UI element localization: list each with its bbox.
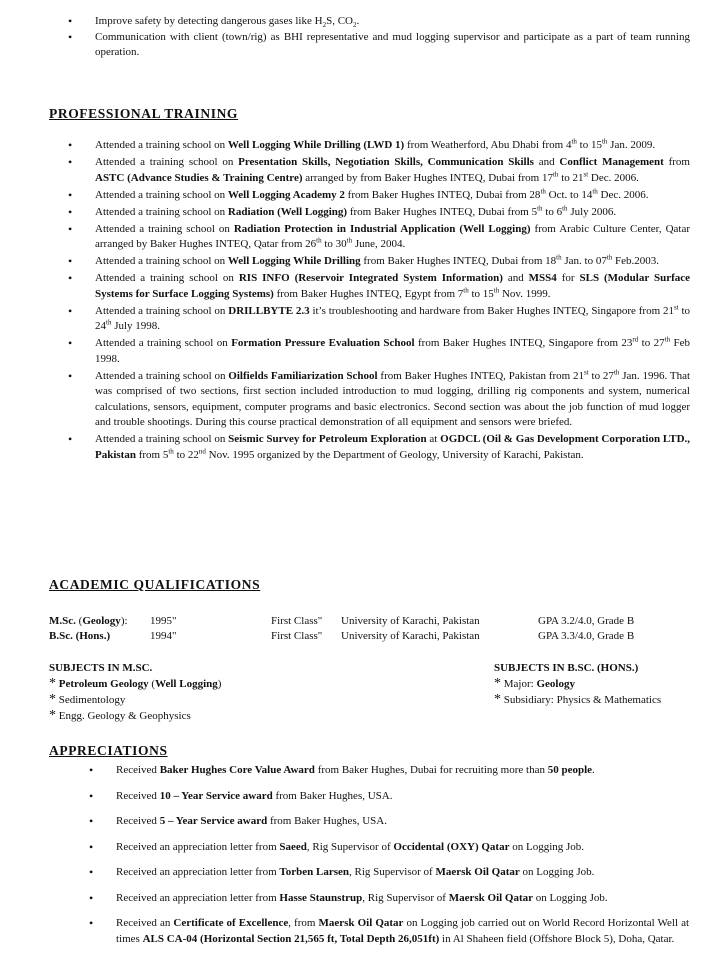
year: 1994": [150, 630, 177, 642]
text-run: .: [592, 764, 595, 776]
text-run: to 22: [173, 448, 199, 461]
bullet-icon: •: [68, 204, 73, 219]
text-run: Jan. 1996. That was comprised of two sections, first section included introduction to mud logging, drilling rig components and system, numerical calculations, sensors, equipment, computer programs and basic electronics. Second section was about the job function of mud logger and trouble shootings. During this course practical demonstration of all equipment and sensors were briefed.: [95, 369, 691, 428]
bold-text: Occidental (OXY) Qatar: [393, 840, 510, 853]
list-item: [68, 367, 691, 431]
text-run: Nov. 1999.: [499, 287, 551, 300]
text-run: to 27: [588, 369, 614, 382]
msc-subjects: [49, 660, 221, 724]
bullet-icon: •: [89, 916, 94, 930]
superscript: th: [601, 137, 608, 146]
list-item: [68, 29, 690, 61]
subject-item: [49, 708, 221, 724]
bold-text: Maersk Oil Qatar: [435, 866, 520, 878]
text-run: Attended a training school on: [95, 369, 229, 382]
bold-text: Certificate of Excellence: [173, 917, 289, 929]
bold-text: Petroleum Geology: [58, 678, 149, 690]
list-item: [89, 890, 689, 907]
bold-text: 5 – Year Service award: [159, 815, 268, 827]
text-run: Engg. Geology & Geophysics: [58, 710, 191, 722]
appreciations-list: [89, 763, 690, 957]
asterisk-icon: *: [494, 692, 501, 707]
text-run: ): [217, 678, 222, 690]
university: University of Karachi, Pakistan: [341, 615, 480, 627]
subject-item: [494, 676, 661, 692]
list-item: [68, 155, 690, 186]
text-run: Attended a training school on: [95, 188, 228, 201]
superscript: th: [493, 285, 500, 294]
text-run: from 5: [135, 448, 169, 461]
superscript: th: [606, 253, 613, 262]
text-run: Attended a training school on: [95, 337, 232, 349]
bold-text: Conflict Management: [559, 156, 664, 168]
bullet-icon: •: [68, 14, 73, 28]
text-run: from: [663, 156, 690, 168]
list-item: [89, 916, 690, 947]
bold-text: Well Logging Academy 2: [227, 188, 345, 201]
list-item: [89, 763, 689, 779]
superscript: th: [592, 186, 598, 195]
text-run: to 27: [638, 337, 665, 349]
list-item: [68, 271, 691, 302]
text-run: Received: [116, 764, 160, 776]
text-run: to 30: [321, 238, 347, 250]
superscript: rd: [632, 335, 639, 344]
bold-text: Maersk Oil Qatar: [318, 917, 404, 929]
text-run: at: [426, 433, 441, 445]
superscript: st: [584, 367, 589, 376]
asterisk-icon: *: [49, 692, 56, 707]
bold-text: Well Logging: [155, 678, 218, 690]
bullet-icon: •: [68, 155, 73, 169]
bold-text: Saeed: [279, 840, 307, 853]
bullet-icon: •: [89, 788, 94, 803]
text-run: from Baker Hughes INTEQ, Dubai from 28: [344, 188, 541, 201]
bold-text: MSS4: [528, 272, 557, 284]
gpa: GPA 3.2/4.0, Grade B: [538, 615, 635, 627]
bold-text: Presentation Skills, Negotiation Skills, Communication Skills: [238, 156, 534, 168]
text-run: Received: [116, 815, 160, 827]
superscript: th: [556, 253, 562, 262]
text-run: Feb.2003.: [612, 255, 660, 267]
bold-text: SLS (Modular Surface Systems for Surface Logging Systems): [95, 272, 691, 300]
bold-text: 10 – Year Service award: [159, 789, 273, 802]
text-run: Subsidiary: Physics & Mathematics: [503, 694, 662, 706]
text-run: (: [148, 678, 156, 690]
list-item: [89, 788, 689, 805]
subject-item: [494, 692, 661, 708]
bold-text: Maersk Oil Qatar: [448, 891, 534, 904]
text-run: to 24: [95, 304, 691, 332]
text-run: Sedimentology: [58, 694, 126, 706]
bold-text: Oilfields Familiarization School: [228, 369, 378, 382]
text-run: from Weatherford, Abu Dhabi from 4: [404, 139, 572, 151]
text-run: Jan. 2009.: [607, 139, 656, 151]
bold-text: Torben Larsen: [279, 866, 349, 878]
text-run: July 1998.: [111, 320, 161, 332]
text-run: Attended a training school on: [95, 433, 229, 445]
bold-text: Baker Hughes Core Value Award: [159, 764, 315, 776]
superscript: th: [316, 236, 322, 245]
list-item: [68, 203, 690, 221]
bold-text: Formation Pressure Evaluation School: [231, 337, 415, 349]
list-item: [89, 814, 689, 830]
degree: B.Sc. (Hons.): [49, 630, 111, 642]
list-item: [68, 14, 690, 30]
text-run: and: [533, 156, 560, 168]
text-run: Jan. to 07: [561, 255, 607, 267]
text-run: Improve safety by detecting dangerous gases like H: [95, 15, 323, 27]
text-run: , Rig Supervisor of: [362, 891, 449, 904]
superscript: st: [583, 169, 589, 178]
text-run: Attended a training school on: [95, 205, 228, 218]
bullet-icon: •: [68, 221, 73, 236]
text-run: Attended a training school on: [95, 272, 239, 284]
text-run: on Logging Job.: [533, 891, 608, 904]
superscript: th: [106, 318, 112, 327]
bullet-icon: •: [89, 839, 94, 854]
subscript: 2: [322, 21, 327, 30]
list-item: [89, 839, 689, 856]
text-run: Attended a training school on: [95, 255, 228, 267]
asterisk-icon: *: [49, 676, 56, 691]
superscript: nd: [198, 446, 206, 455]
text-run: Communication with client (town/rig) as BHI representative and mud logging supervisor and participate as a part of team running operation.: [95, 30, 690, 58]
text-run: Nov. 1995 organized by the Department of Geology, University of Karachi, Pakistan.: [205, 448, 584, 461]
text-run: from Baker Hughes INTEQ, Dubai from 5: [347, 205, 538, 218]
text-run: and: [502, 272, 529, 284]
text-run: arranged by from Baker Hughes INTEQ, Dubai from 17: [302, 171, 553, 184]
msc-subjects-heading: SUBJECTS IN M.SC.: [49, 662, 153, 674]
superscript: th: [346, 236, 353, 245]
superscript: th: [463, 285, 469, 294]
bold-text: ALS CA-04 (Horizontal Section 21,565 ft, Total Depth 26,051ft): [142, 932, 440, 945]
text-run: on Logging Job.: [509, 840, 585, 853]
bold-text: 50 people: [547, 764, 593, 776]
text-run: from Baker Hughes, USA.: [267, 815, 387, 827]
superscript: th: [571, 137, 577, 146]
superscript: th: [552, 169, 559, 178]
gpa: GPA 3.3/4.0, Grade B: [538, 630, 635, 642]
list-item: [68, 186, 690, 204]
bullet-icon: •: [89, 890, 94, 905]
text-run: July 2006.: [567, 205, 617, 218]
list-item: [68, 137, 690, 154]
text-run: , Rig Supervisor of: [306, 840, 394, 853]
bullet-icon: •: [68, 29, 73, 44]
class: First Class": [271, 630, 323, 642]
text-run: Received an: [116, 917, 174, 929]
appreciations-heading: APPRECIATIONS: [49, 743, 168, 758]
text-run: S, CO: [326, 15, 353, 27]
superscript: th: [168, 446, 174, 455]
text-run: to 15: [468, 287, 494, 300]
bold-text: ASTC (Advance Studies & Training Centre): [95, 171, 303, 184]
text-run: , Rig Supervisor of: [348, 866, 436, 878]
superscript: th: [613, 367, 620, 376]
bullet-icon: •: [68, 368, 73, 383]
bsc-subjects: [494, 660, 661, 708]
text-run: Attended a training school on: [95, 156, 239, 168]
duties-list: [68, 14, 690, 61]
year: 1995": [150, 615, 177, 627]
text-run: from Baker Hughes, USA.: [272, 789, 393, 802]
text-run: from Baker Hughes INTEQ, Dubai from 18: [360, 255, 557, 267]
text-run: it’s troubleshooting and hardware from Baker Hughes INTEQ, Singapore from 21: [309, 304, 674, 317]
text-run: June, 2004.: [352, 238, 406, 250]
subject-item: [49, 692, 221, 708]
bullet-icon: •: [89, 763, 94, 777]
bullet-icon: •: [68, 303, 73, 318]
text-run: Received: [116, 789, 160, 802]
text-run: on Logging job carried out on World Record Horizontal Well at times: [116, 917, 690, 945]
text-run: Received an appreciation letter from: [116, 840, 280, 853]
class: First Class": [271, 615, 323, 627]
academic-qualifications-heading: ACADEMIC QUALIFICATIONS: [49, 577, 261, 592]
text-run: to 15: [576, 139, 602, 151]
bullet-icon: •: [68, 336, 73, 350]
asterisk-icon: *: [49, 708, 56, 723]
bold-text: Geology: [536, 678, 575, 690]
superscript: st: [673, 302, 679, 311]
text-run: , from: [288, 917, 319, 929]
text-run: to 6: [542, 205, 563, 218]
subscript: 2: [352, 21, 357, 30]
bullet-icon: •: [68, 138, 73, 152]
degree: M.Sc. (Geology):: [49, 615, 128, 627]
asterisk-icon: *: [494, 676, 501, 691]
list-item: [68, 253, 690, 270]
text-run: from Baker Hughes INTEQ, Singapore from 23: [414, 337, 633, 349]
text-run: Attended a training school on: [95, 304, 229, 317]
text-run: from Baker Hughes INTEQ, Egypt from 7: [273, 287, 464, 300]
superscript: th: [537, 203, 543, 212]
list-item: [89, 865, 689, 881]
bsc-subjects-heading: SUBJECTS IN B.SC. (HONS.): [494, 662, 639, 674]
text-run: .: [356, 15, 360, 27]
text-run: on Logging Job.: [519, 866, 595, 878]
text-run: Dec. 2006.: [588, 171, 639, 184]
bold-text: Hasse Staunstrup: [279, 891, 363, 904]
list-item: [68, 302, 691, 335]
text-run: to 21: [558, 171, 584, 184]
university: University of Karachi, Pakistan: [341, 630, 480, 642]
list-item: [68, 221, 691, 253]
list-item: [68, 432, 691, 463]
bullet-icon: •: [89, 814, 94, 828]
text-run: Oct. to 14: [545, 188, 593, 201]
text-run: Major:: [503, 678, 537, 690]
text-run: Feb 1998.: [95, 337, 691, 365]
bullet-icon: •: [68, 432, 73, 446]
bold-text: OGDCL (Oil & Gas Development Corporation LTD., Pakistan: [95, 433, 691, 461]
bullet-icon: •: [68, 254, 73, 268]
bullet-icon: •: [68, 271, 73, 285]
text-run: from Arabic Culture Center, Qatar arranged by Baker Hughes INTEQ, Qatar from 26: [95, 222, 691, 250]
text-run: Dec. 2006.: [597, 188, 649, 201]
bullet-icon: •: [68, 187, 73, 202]
training-list: [68, 137, 691, 465]
text-run: in Al Shaheen field (Offshore Block 5), Doha, Qatar.: [439, 932, 675, 945]
bold-text: DRILLBYTE 2.3: [228, 304, 310, 317]
bold-text: Radiation Protection in Industrial Application (Well Logging): [233, 222, 531, 235]
bold-text: Well Logging While Drilling (LWD 1): [227, 139, 405, 151]
text-run: Attended a training school on: [95, 222, 234, 235]
bold-text: RIS INFO (Reservoir Integrated System Information): [238, 272, 503, 284]
text-run: Received an appreciation letter from: [116, 891, 280, 904]
bold-text: Well Logging While Drilling: [227, 255, 361, 267]
text-run: Received an appreciation letter from: [116, 866, 280, 878]
professional-training-heading: PROFESSIONAL TRAINING: [49, 106, 239, 121]
text-run: from Baker Hughes, Dubai for recruiting more than: [314, 764, 548, 776]
text-run: for: [556, 272, 580, 284]
bold-text: Seismic Survey for Petroleum Exploration: [228, 433, 427, 445]
superscript: th: [562, 203, 568, 212]
subject-item: [49, 676, 221, 692]
text-run: from Baker Hughes INTEQ, Pakistan from 21: [377, 369, 585, 382]
list-item: [68, 335, 691, 367]
bold-text: Radiation (Well Logging): [227, 205, 348, 218]
superscript: th: [664, 335, 671, 344]
text-run: Attended a training school on: [95, 139, 228, 151]
bullet-icon: •: [89, 865, 94, 879]
superscript: th: [540, 186, 546, 195]
